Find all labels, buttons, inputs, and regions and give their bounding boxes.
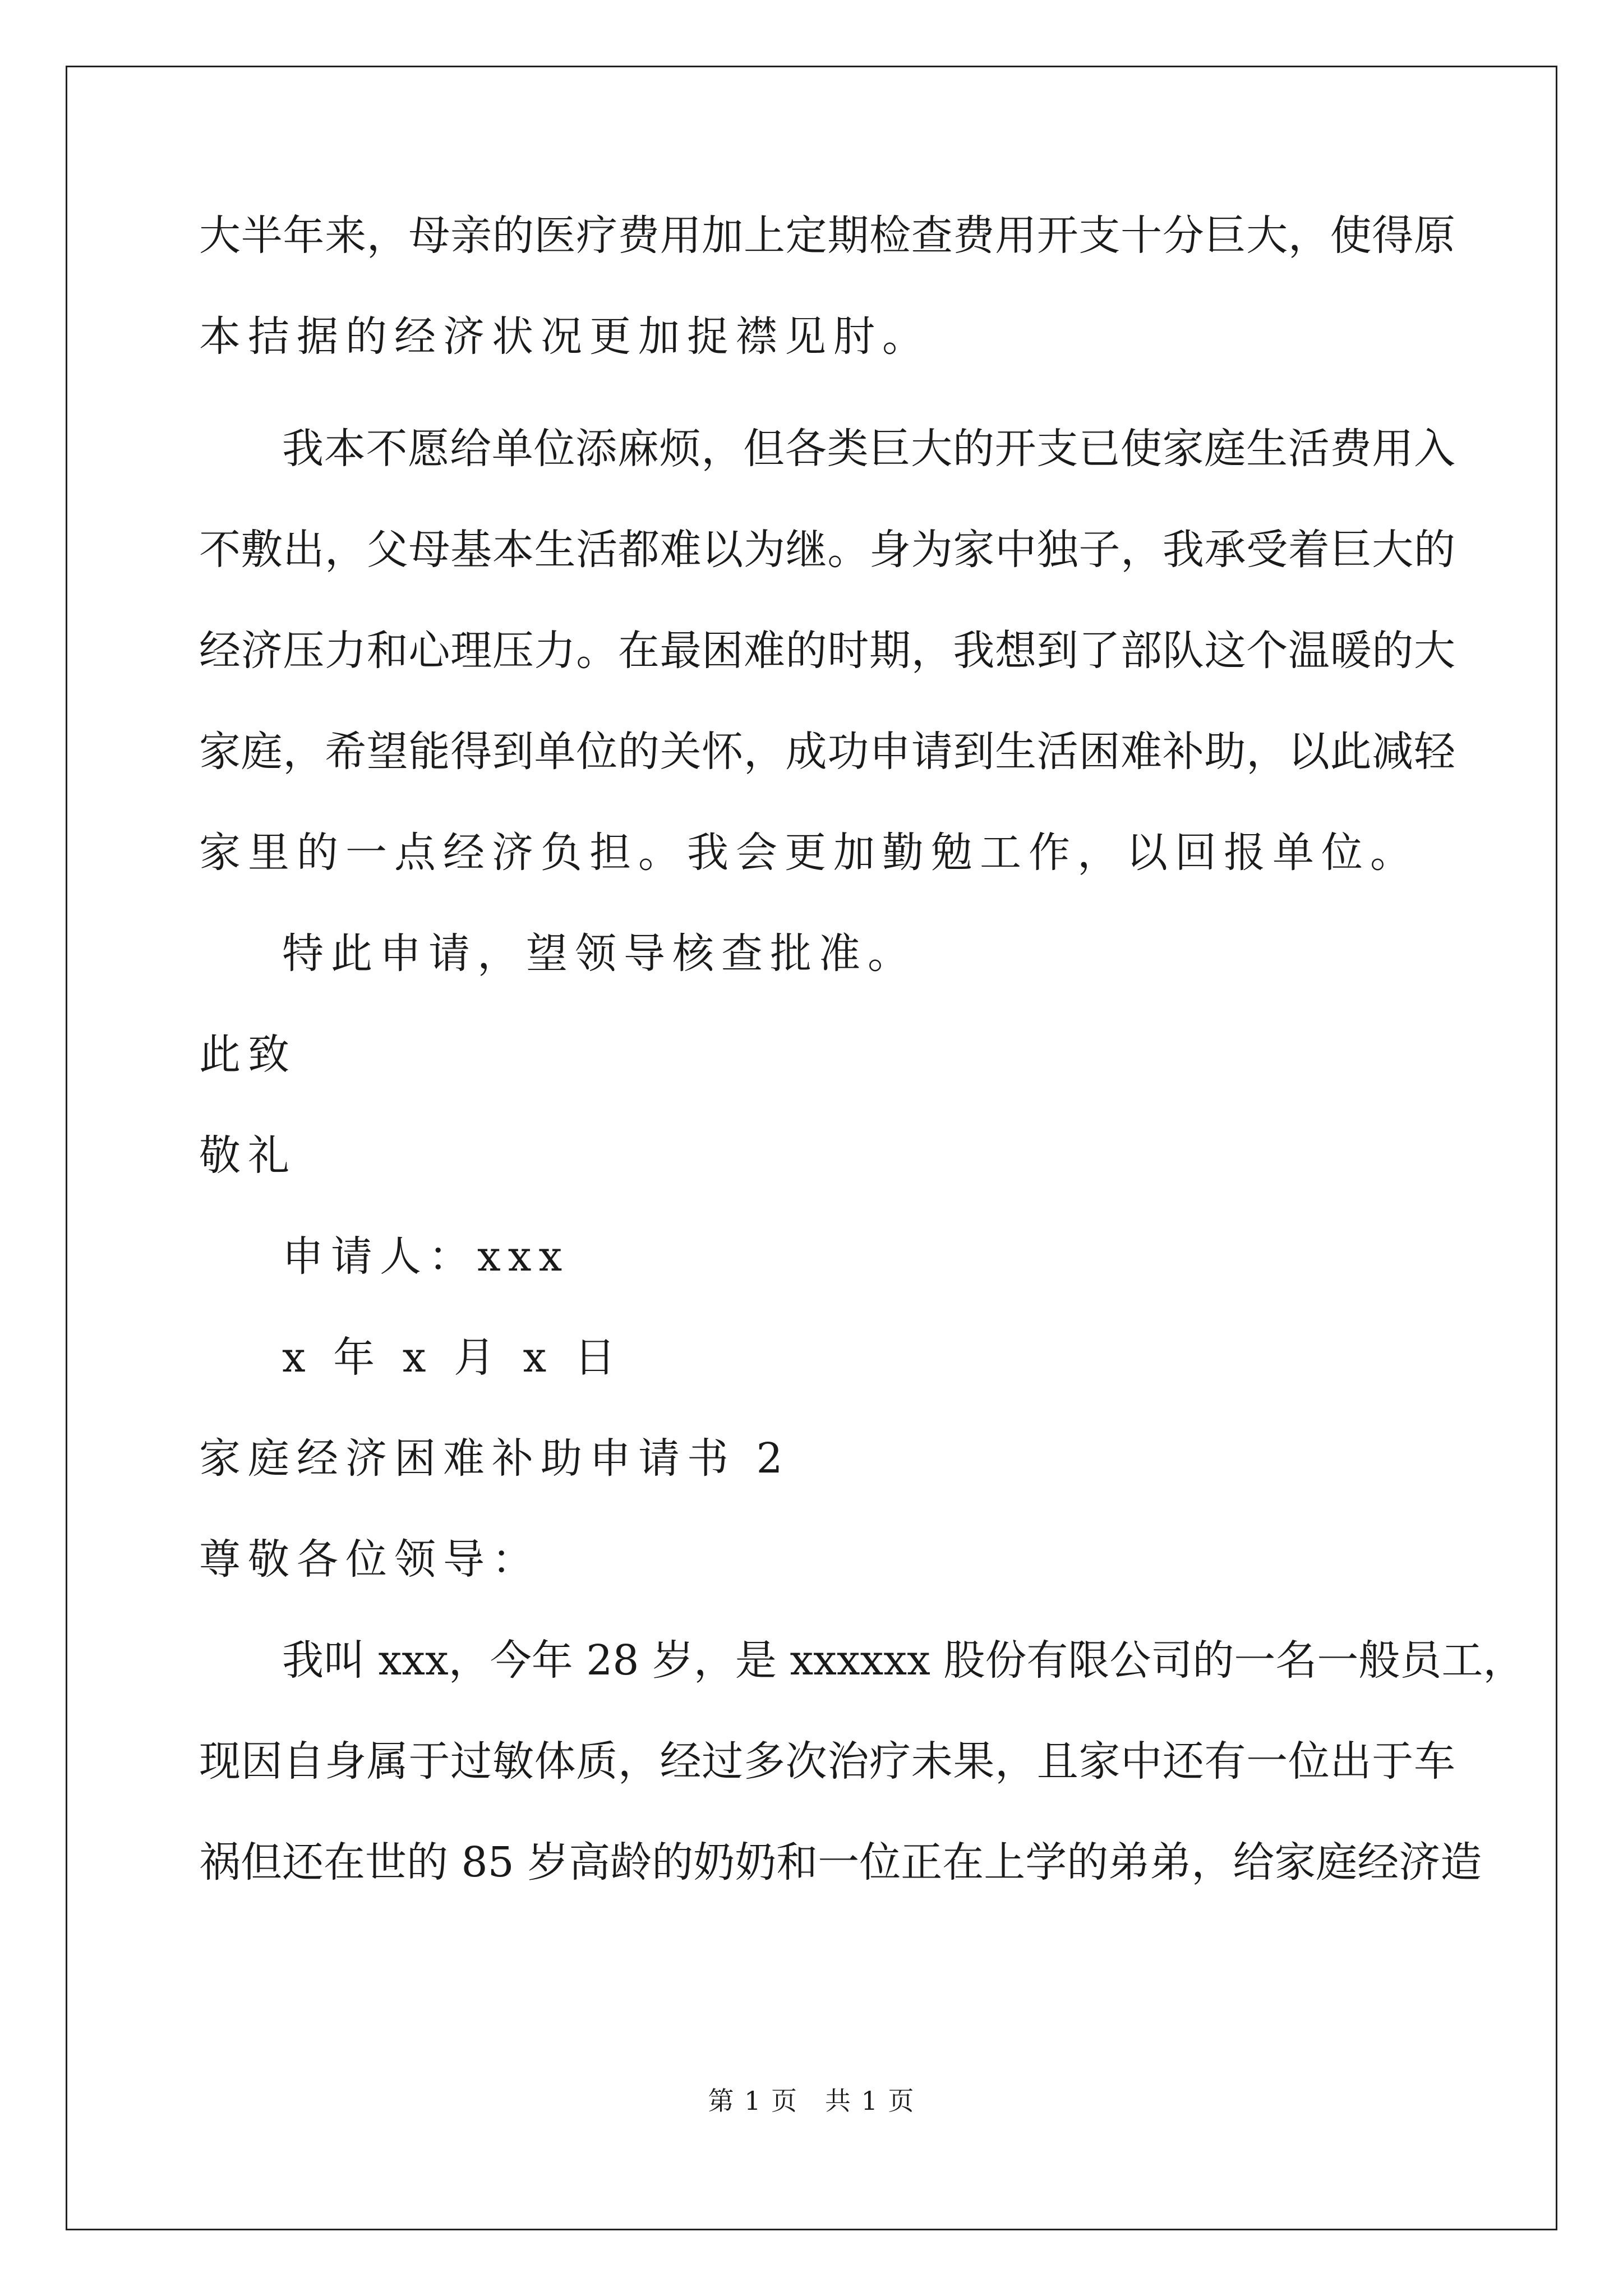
greeting-line: 尊敬各位领导：	[199, 1535, 541, 1584]
salutation-line: 敬礼	[199, 1131, 297, 1180]
paragraph-line: 家里的一点经济负担。我会更加勤勉工作，以回报单位。	[199, 829, 1419, 877]
paragraph-line: 家庭，希望能得到单位的关怀，成功申请到生活困难补助，以此减轻	[199, 728, 1455, 776]
salutation-line: 此致	[199, 1030, 297, 1079]
date-line: x 年 x 月 x 日	[282, 1333, 623, 1382]
paragraph-line: 本拮据的经济状况更加捉襟见肘。	[199, 312, 931, 361]
paragraph-line: 经济压力和心理压力。在最困难的时期，我想到了部队这个温暖的大	[199, 627, 1455, 675]
applicant-line: 申请人：xxx	[282, 1232, 570, 1281]
request-line: 特此申请，望领导核查批准。	[282, 930, 916, 978]
document-body	[199, 208, 1525, 1890]
document-title: 家庭经济困难补助申请书 2	[199, 1434, 790, 1483]
paragraph-line: 祸但还在世的 85 岁高龄的奶奶和一位正在上学的弟弟，给家庭经济造	[199, 1838, 1482, 1887]
page-footer: 第 1 页 共 1 页	[708, 2086, 915, 2116]
paragraph-line: 我叫 xxx，今年 28 岁，是 xxxxxx 股份有限公司的一名一般员工，	[282, 1636, 1525, 1685]
paragraph-line: 现因自身属于过敏体质，经过多次治疗未果，且家中还有一位出于车	[199, 1737, 1455, 1786]
paragraph-line: 我本不愿给单位添麻烦，但各类巨大的开支已使家庭生活费用入	[282, 425, 1455, 473]
paragraph-line: 大半年来，母亲的医疗费用加上定期检查费用开支十分巨大，使得原	[199, 211, 1455, 260]
paragraph-line: 不敷出，父母基本生活都难以为继。身为家中独子，我承受着巨大的	[199, 526, 1455, 574]
